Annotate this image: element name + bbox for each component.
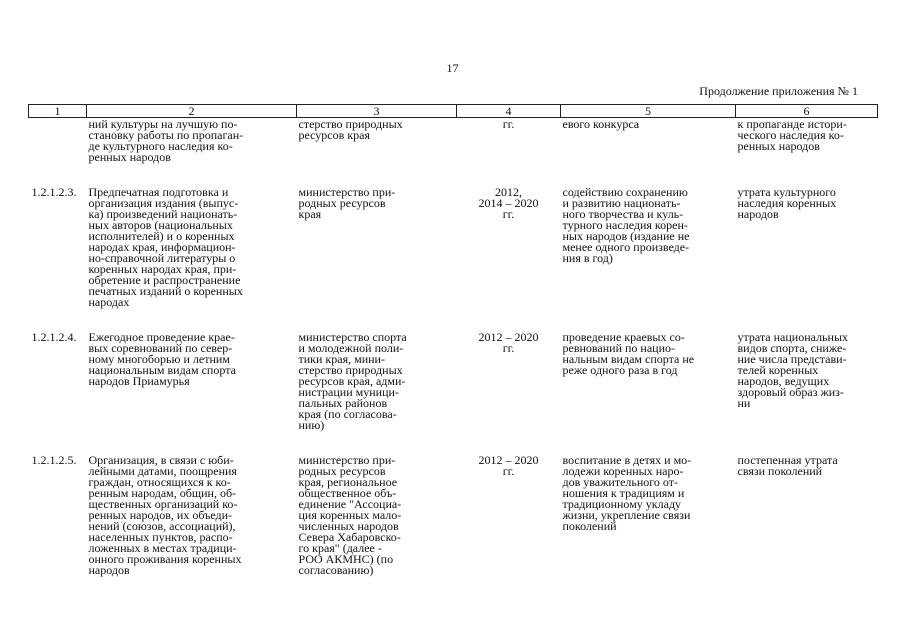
- term-cell: [457, 332, 561, 431]
- cell-line: тики края, мини-: [298, 352, 385, 366]
- cell-line: национальным видам спорта: [88, 363, 236, 377]
- cell-line: народах края, информацион-: [88, 240, 236, 254]
- cell-line: становку работы по пропаган-: [88, 128, 244, 142]
- cell-line: народов: [88, 563, 130, 577]
- executor-cell: [297, 118, 457, 164]
- cell-line: проведение краевых со-: [562, 330, 685, 344]
- row-spacer: [29, 431, 878, 455]
- cell-line: исполнителей) и о коренных: [88, 229, 235, 243]
- measure-cell: [87, 332, 297, 431]
- cell-line: нию): [298, 418, 325, 432]
- measures-table: [28, 104, 878, 576]
- result-cell: [561, 187, 736, 308]
- column-header: 1: [29, 105, 87, 118]
- executor-cell: [297, 455, 457, 576]
- cell-line: наследия коренных: [737, 196, 837, 210]
- page-number: 17: [446, 61, 459, 75]
- cell-line: утрата культурного: [737, 185, 836, 199]
- cell-line: нений (союзов, ассоциаций),: [88, 519, 236, 533]
- column-header: 5: [561, 105, 736, 118]
- cell-line: ция коренных мало-: [298, 508, 402, 522]
- cell-line: 2014 – 2020: [478, 196, 539, 210]
- cell-line: ного творчества и куль-: [562, 207, 684, 221]
- cell-line: министерство при-: [298, 185, 396, 199]
- cell-line: гг.: [502, 341, 515, 355]
- executor-cell: [297, 187, 457, 308]
- cell-line: менее одного произведе-: [562, 240, 690, 254]
- column-header: 3: [297, 105, 457, 118]
- cell-line: 2012 – 2020: [478, 453, 539, 467]
- measure-cell: [87, 455, 297, 576]
- cell-line: стерство природных: [298, 117, 403, 131]
- measure-cell: [87, 187, 297, 308]
- cell-line: ренных народов: [737, 139, 820, 153]
- consequence-cell: [736, 332, 878, 431]
- cell-line: ческого наследия ко-: [737, 128, 844, 142]
- cell-line: народов, ведущих: [737, 374, 830, 388]
- table-row: [29, 118, 878, 164]
- cell-line: края, региональное: [298, 475, 398, 489]
- cell-line: ни: [737, 396, 751, 410]
- cell-line: вых соревнований по север-: [88, 341, 233, 355]
- table-header-row: [29, 105, 878, 118]
- cell-line: го края" (далее -: [298, 541, 382, 555]
- cell-line: ний культуры на лучшую по-: [88, 117, 238, 131]
- cell-line: единение "Ассоциа-: [298, 497, 402, 511]
- cell-line: воспитание в детях и мо-: [562, 453, 692, 467]
- cell-line: родных ресурсов: [298, 464, 386, 478]
- measure-number: 1.2.1.2.5.: [31, 453, 77, 467]
- cell-line: ренных народов, их объеди-: [88, 508, 233, 522]
- cell-line: организация издания (выпус-: [88, 196, 239, 210]
- cell-line: Организация, в связи с юби-: [88, 453, 234, 467]
- consequence-cell: [736, 118, 878, 164]
- cell-line: обретение и распространение: [88, 273, 241, 287]
- cell-line: ревнований по нацио-: [562, 341, 676, 355]
- cell-line: ношения к традициям и: [562, 486, 685, 500]
- cell-line: ния в год): [562, 251, 613, 265]
- cell-line: де культурного наследия ко-: [88, 139, 233, 153]
- cell-line: ных народов (издание не: [562, 229, 690, 243]
- consequence-cell: [736, 187, 878, 308]
- cell-line: реже одного раза в год: [562, 363, 678, 377]
- cell-line: гг.: [502, 207, 515, 221]
- cell-line: ние числа представи-: [737, 352, 847, 366]
- cell-line: 2012,: [495, 185, 522, 199]
- cell-line: пальных районов: [298, 396, 388, 410]
- cell-line: нистрации муници-: [298, 385, 399, 399]
- measure-number: 1.2.1.2.4.: [31, 330, 77, 344]
- result-cell: [561, 118, 736, 164]
- result-cell: [561, 332, 736, 431]
- cell-line: гг.: [502, 117, 515, 131]
- term-cell: [457, 455, 561, 576]
- table-row: [29, 455, 878, 576]
- table-row: [29, 187, 878, 308]
- cell-line: онного проживания коренных: [88, 552, 242, 566]
- column-header: 4: [457, 105, 561, 118]
- cell-line: нальным видам спорта не: [562, 352, 695, 366]
- cell-line: содействию сохранению: [562, 185, 688, 199]
- cell-line: согласованию): [298, 563, 374, 577]
- cell-line: к пропаганде истори-: [737, 117, 847, 131]
- cell-line: ка) произведений национать-: [88, 207, 238, 221]
- table-row: [29, 332, 878, 431]
- cell-line: турного наследия корен-: [562, 218, 688, 232]
- cell-line: но-справочной литературы о: [88, 251, 236, 265]
- column-header: 2: [87, 105, 297, 118]
- cell-line: ных авторов (национальных: [88, 218, 233, 232]
- cell-line: родных ресурсов: [298, 196, 386, 210]
- column-header: 6: [736, 105, 878, 118]
- cell-line: телей коренных: [737, 363, 819, 377]
- cell-line: дов уважительного от-: [562, 475, 678, 489]
- cell-line: населенных пунктов, распо-: [88, 530, 233, 544]
- cell-line: края (по согласова-: [298, 407, 397, 421]
- term-cell: [457, 118, 561, 164]
- measure-number: [29, 118, 87, 164]
- cell-line: постепенная утрата: [737, 453, 838, 467]
- row-spacer: [29, 163, 878, 187]
- cell-line: ложенных в местах традици-: [88, 541, 237, 555]
- cell-line: ресурсов края: [298, 128, 370, 142]
- row-spacer: [29, 308, 878, 332]
- cell-line: евого конкурса: [562, 117, 640, 131]
- cell-line: стерство природных: [298, 363, 403, 377]
- executor-cell: [297, 332, 457, 431]
- cell-line: общественное объ-: [298, 486, 397, 500]
- cell-line: Предпечатная подготовка и: [88, 185, 229, 199]
- cell-line: здоровый образ жиз-: [737, 385, 844, 399]
- cell-line: министерство при-: [298, 453, 396, 467]
- cell-line: связи поколений: [737, 464, 823, 478]
- consequence-cell: [736, 455, 878, 576]
- cell-line: видов спорта, сниже-: [737, 341, 847, 355]
- cell-line: министерство спорта: [298, 330, 407, 344]
- cell-line: ренным народам, общин, об-: [88, 486, 237, 500]
- cell-line: Севера Хабаровско-: [298, 530, 401, 544]
- measure-cell: [87, 118, 297, 164]
- cell-line: численных народов: [298, 519, 399, 533]
- cell-line: утрата национальных: [737, 330, 849, 344]
- cell-line: традиционному укладу: [562, 497, 682, 511]
- cell-line: РОО АКМНС) (по: [298, 552, 394, 566]
- cell-line: лейными датами, поощрения: [88, 464, 237, 478]
- cell-line: жизни, укрепление связи: [562, 508, 691, 522]
- cell-line: 2012 – 2020: [478, 330, 539, 344]
- cell-line: коренных народах края, при-: [88, 262, 237, 276]
- cell-line: гг.: [502, 464, 515, 478]
- cell-line: народах: [88, 295, 130, 309]
- continuation-label: Продолжение приложения № 1: [699, 84, 858, 98]
- cell-line: народов: [737, 207, 779, 221]
- term-cell: [457, 187, 561, 308]
- cell-line: и молодежной поли-: [298, 341, 404, 355]
- cell-line: ному многоборью и летним: [88, 352, 230, 366]
- cell-line: народов Приамурья: [88, 374, 190, 388]
- result-cell: [561, 455, 736, 576]
- cell-line: и развитию национать-: [562, 196, 681, 210]
- cell-line: лодежи коренных наро-: [562, 464, 684, 478]
- measure-number: 1.2.1.2.3.: [31, 185, 77, 199]
- cell-line: Ежегодное проведение крае-: [88, 330, 235, 344]
- cell-line: ресурсов края, адми-: [298, 374, 406, 388]
- cell-line: ренных народов: [88, 150, 171, 164]
- cell-line: граждан, относящихся к ко-: [88, 475, 231, 489]
- cell-line: щественных организаций ко-: [88, 497, 238, 511]
- cell-line: поколений: [562, 519, 617, 533]
- cell-line: печатных изданий о коренных: [88, 284, 243, 298]
- cell-line: края: [298, 207, 322, 221]
